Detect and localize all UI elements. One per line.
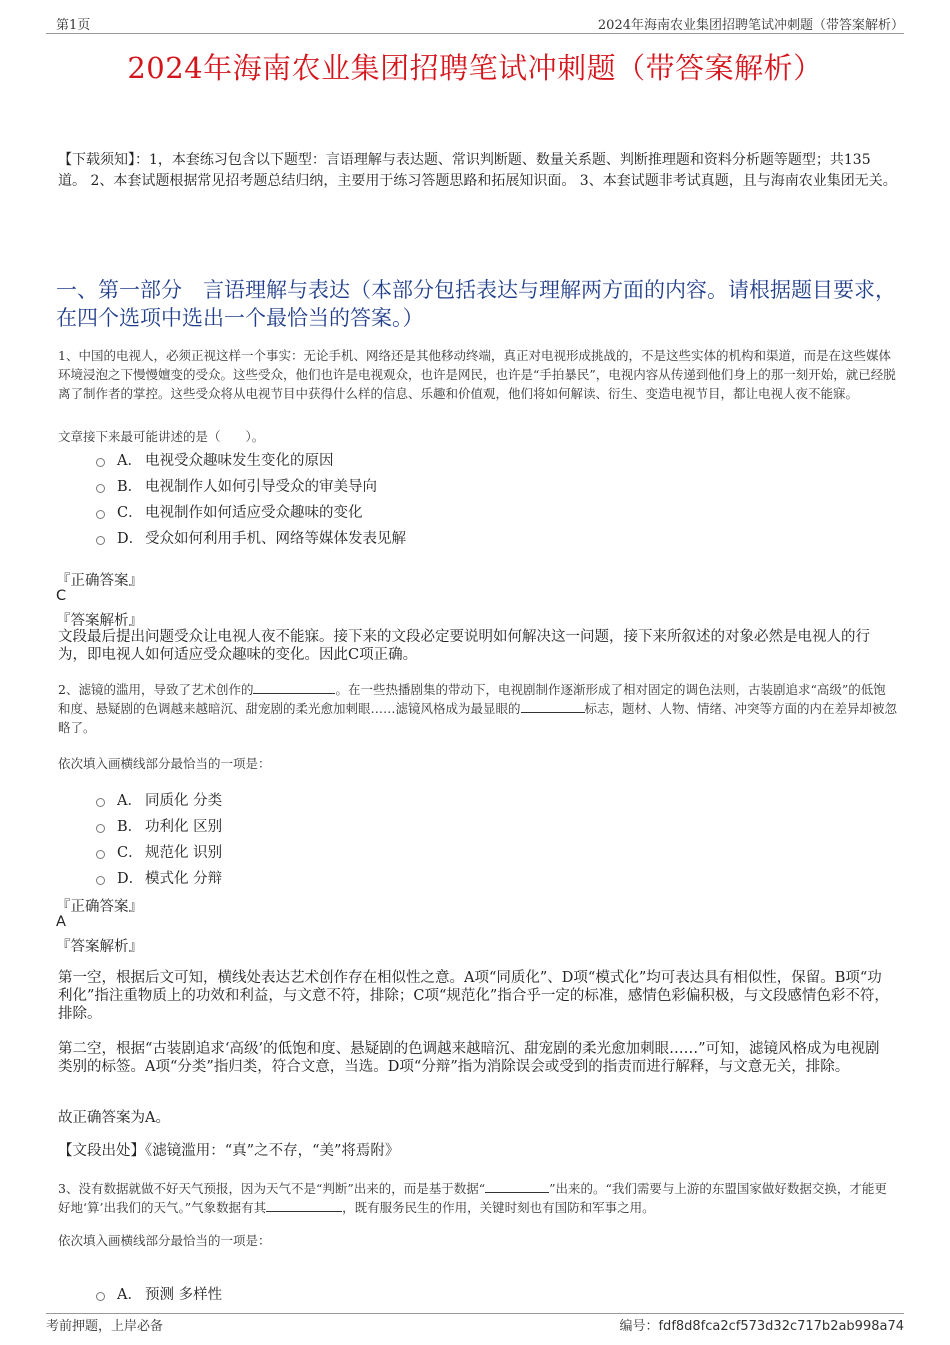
option-letter: A． (117, 1286, 142, 1303)
q2-analysis-first-blank: 第一空，根据后文可知，横线处表达艺术创作存在相似性之意。A项“同质化”、D项“模式化”均可表达具有相似性，保留。B项“功利化”指注重物质上的功效和利益，与文意不符，排除；C项“规范化”指合乎一定的标准，感情色彩偏积极，与文段感情色彩不符，排除。 (58, 970, 889, 1022)
radio-icon[interactable] (96, 850, 105, 859)
option-letter: A． (117, 792, 142, 809)
option-text: 受众如何利用手机、网络等媒体发表见解 (145, 530, 406, 547)
q3-prompt: 依次填入画横线部分最恰当的一项是： (58, 1233, 271, 1248)
option-letter: C． (117, 504, 143, 521)
q2-answer: A (56, 914, 66, 930)
q3-option-a[interactable] (96, 1283, 222, 1303)
q3-text-part: ，既有服务民生的作用，关键时刻也有国防和军事之用。 (342, 1200, 655, 1215)
q2-option-c[interactable] (96, 841, 222, 861)
q1-answer: C (56, 588, 67, 604)
radio-icon[interactable] (96, 536, 105, 545)
header-divider (46, 33, 904, 34)
fill-blank (253, 681, 335, 694)
fill-blank (266, 1199, 342, 1212)
q2-text-part: 标志，题材、人物、情绪、冲突等方面的内在差异却被忽略了。 (58, 701, 898, 735)
option-letter: D． (117, 530, 144, 547)
q1-option-b[interactable] (96, 475, 377, 495)
radio-icon[interactable] (96, 1292, 105, 1301)
option-letter: B． (117, 818, 143, 835)
download-notice: 【下载须知】：1，本套练习包含以下题型：言语理解与表达题、常识判断题、数量关系题、判断推理题和资料分析题等题型；共135道。 2、本套试题根据常见招考题总结归纳，主要用于练习答题思路和拓展知识面。 3、本套试题非考试真题，且与海南农业集团无关。 (58, 152, 897, 189)
q2-option-b[interactable] (96, 815, 222, 835)
header-doc-title: 2024年海南农业集团招聘笔试冲刺题（带答案解析） (597, 18, 904, 33)
q2-analysis-label: 『答案解析』 (56, 939, 143, 955)
section-heading: 一、第一部分 言语理解与表达（本部分包括表达与理解两方面的内容。请根据题目要求，在四个选项中选出一个最恰当的答案。） (56, 278, 896, 330)
option-letter: A． (117, 452, 142, 469)
footer-divider (46, 1313, 904, 1314)
q2-text-part: 。在一些热播剧集的带动下，电视剧制作逐渐形成了相对固定的调色法则，古装剧追求“高级”的低饱和度、悬疑剧的色调越来越暗沉、甜宠剧的柔光愈加刺眼……滤镜风格成为最显眼的 (58, 682, 886, 716)
radio-icon[interactable] (96, 876, 105, 885)
fill-blank (521, 700, 585, 713)
radio-icon[interactable] (96, 484, 105, 493)
option-letter: C． (117, 844, 143, 861)
q2-option-d[interactable] (96, 867, 222, 887)
q3-text (58, 1179, 898, 1217)
fill-blank (485, 1180, 549, 1193)
footer-slogan: 考前押题，上岸必备 (46, 1319, 164, 1334)
q1-analysis: 文段最后提出问题受众让电视人夜不能寐。接下来的文段必定要说明如何解决这一问题，接下来所叙述的对象必然是电视人的行为，即电视人如何适应受众趣味的变化。因此C项正确。 (58, 629, 870, 663)
q1-analysis-label: 『答案解析』 (56, 613, 143, 629)
option-text: 规范化 识别 (145, 844, 223, 861)
q1-prompt: 文章接下来最可能讲述的是（ ）。 (58, 429, 265, 444)
q3-text-part: 3、没有数据就做不好天气预报，因为天气不是“判断”出来的，而是基于数据“ (58, 1181, 486, 1196)
footer-code-value: fdf8d8fca2cf573d32c717b2ab998a74 (658, 1319, 904, 1334)
q1-option-c[interactable] (96, 501, 363, 521)
q1-option-d[interactable] (96, 527, 406, 547)
option-text: 预测 多样性 (145, 1286, 223, 1303)
footer-code-label: 编号： (619, 1319, 659, 1334)
option-text: 功利化 区别 (145, 818, 223, 835)
option-text: 同质化 分类 (145, 792, 223, 809)
option-text: 电视制作如何适应受众趣味的变化 (145, 504, 363, 521)
option-text: 电视制作人如何引导受众的审美导向 (145, 478, 377, 495)
q2-text-part: 2、滤镜的滥用，导致了艺术创作的 (58, 682, 254, 697)
q2-text (58, 680, 898, 737)
q2-prompt: 依次填入画横线部分最恰当的一项是： (58, 756, 271, 771)
q2-option-a[interactable] (96, 789, 222, 809)
option-letter: D． (117, 870, 144, 887)
footer-code (619, 1315, 904, 1334)
q2-conclusion: 故正确答案为A。 (58, 1110, 170, 1126)
q1-text: 1、中国的电视人，必须正视这样一个事实：无论手机、网络还是其他移动终端，真正对电视形成挑战的，不是这些实体的机构和渠道，而是在这些媒体环境浸泡之下慢慢嬗变的受众。这些受众，他们也许是电视观众，也许是网民，也许是“手拍暴民”，电视内容从传递到他们身上的那一刻开始，就已经脱离了制作者的掌控。这些受众将从电视节目中获得什么样的信息、乐趣和价值观，他们将如何解读、衍生、变造电视节目，都让电视人夜不能寐。 (58, 348, 896, 401)
page-number: 第1页 (56, 18, 91, 33)
radio-icon[interactable] (96, 824, 105, 833)
page-title: 2024年海南农业集团招聘笔试冲刺题（带答案解析） (127, 51, 823, 85)
q1-option-a[interactable] (96, 449, 334, 469)
q2-source: 【文段出处】《滤镜滥用：“真”之不存，“美”将焉附》 (58, 1143, 400, 1159)
option-text: 模式化 分辩 (145, 870, 223, 887)
radio-icon[interactable] (96, 458, 105, 467)
q2-analysis-second-blank: 第二空，根据“古装剧追求‘高级’的低饱和度、悬疑剧的色调越来越暗沉、甜宠剧的柔光愈加刺眼……”可知，滤镜风格成为电视剧类别的标签。A项“分类”指归类，符合文意，当选。D项“分辩”指为消除误会或受到的指责而进行解释，与文意无关，排除。 (58, 1041, 880, 1075)
option-letter: B． (117, 478, 143, 495)
q2-correct-label: 『正确答案』 (56, 899, 143, 915)
q3-text-part: ”出来的。“我们需要与上游的东盟国家做好数据交换，才能更好地‘算’出我们的天气。”气象数据有其 (58, 1181, 887, 1215)
q1-correct-label: 『正确答案』 (56, 573, 143, 589)
radio-icon[interactable] (96, 798, 105, 807)
option-text: 电视受众趣味发生变化的原因 (145, 452, 334, 469)
radio-icon[interactable] (96, 510, 105, 519)
